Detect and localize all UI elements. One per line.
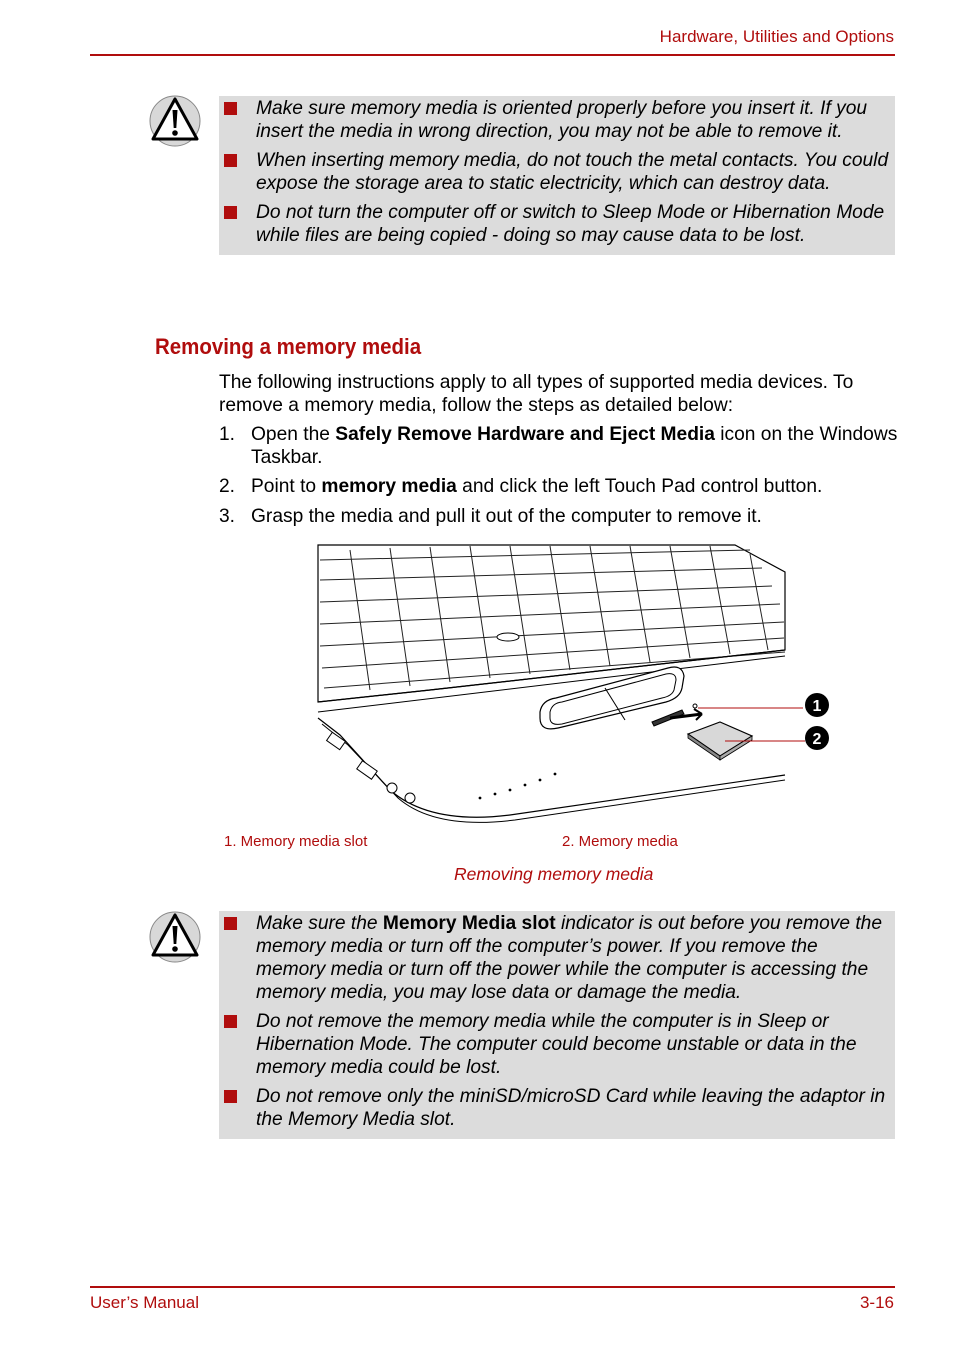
- note-bullet: [219, 97, 891, 143]
- header-rule: [90, 54, 895, 56]
- note-bullet-text: indicator is out before you remove the memory media or turn off the computer’s power. If you remove the memory media or turn off the power while the computer is accessing the memory media, you may lose data or damage the media.: [256, 913, 883, 1003]
- step-number: 2.: [219, 476, 236, 497]
- page-number: 3-16: [859, 1293, 894, 1312]
- red-square-bullet-icon: [224, 1015, 237, 1028]
- running-header: Hardware, Utilities and Options: [659, 27, 894, 46]
- note-bold-text: Memory Media slot: [382, 913, 556, 934]
- section-heading: Removing a memory media: [155, 334, 422, 359]
- keyboard-illustration: [318, 545, 785, 702]
- note-bullet-text: Make sure memory media is oriented properly before you insert it. If you insert the media in wrong direction, you may not be able to remove it.: [256, 98, 868, 142]
- note-bullet-text: Do not remove the memory media while the computer is in Sleep or Hibernation Mode. The computer could become unstable or data in the memory media could be lost.: [256, 1011, 857, 1078]
- step-bold-text: memory media: [321, 476, 457, 497]
- callout-number-1: 1: [812, 698, 822, 715]
- footer-rule: [90, 1286, 895, 1288]
- note-bullet-text: Do not remove only the miniSD/microSD Card while leaving the adaptor in the Memory Media slot.: [256, 1086, 886, 1130]
- laptop-illustration: [310, 540, 840, 825]
- figure-label-1: 1. Memory media slot: [224, 833, 368, 850]
- step-bold-text: Safely Remove Hardware and Eject Media: [335, 424, 715, 445]
- step-number: 3.: [219, 506, 236, 527]
- red-square-bullet-icon: [224, 1090, 237, 1103]
- footer-manual-title: User’s Manual: [90, 1293, 199, 1312]
- step-2: [219, 475, 899, 498]
- red-square-bullet-icon: [224, 917, 237, 930]
- warning-triangle-icon: [149, 95, 201, 147]
- step-number: 1.: [219, 424, 236, 445]
- intro-paragraph: The following instructions apply to all types of supported media devices. To remove a memory media, follow the steps as detailed below:: [219, 372, 854, 416]
- note-bullet: [219, 1085, 891, 1131]
- caution-note-2: [219, 911, 895, 1139]
- step-text: Point to: [251, 476, 322, 497]
- red-square-bullet-icon: [224, 102, 237, 115]
- step-text: Open the: [251, 424, 336, 445]
- note-bullet-text: Do not turn the computer off or switch to Sleep Mode or Hibernation Mode while files are being copied - doing so may cause data to be lost.: [256, 202, 885, 246]
- note-bullet: [219, 149, 891, 195]
- red-square-bullet-icon: [224, 154, 237, 167]
- figure-caption: Removing memory media: [454, 864, 654, 884]
- step-1: [219, 423, 899, 469]
- callout-number-2: 2: [812, 731, 822, 748]
- warning-triangle-icon: [149, 911, 201, 963]
- figure-label-2: 2. Memory media: [562, 833, 678, 850]
- note-bullet-text: Make sure the: [256, 913, 383, 934]
- note-bullet: [219, 912, 891, 1004]
- red-square-bullet-icon: [224, 206, 237, 219]
- note-bullet-text: When inserting memory media, do not touch the metal contacts. You could expose the storage area to static electricity, which can destroy data.: [256, 150, 889, 194]
- caution-note-1: [219, 96, 895, 255]
- step-text: icon on the Windows Taskbar.: [251, 424, 898, 468]
- step-text: Grasp the media and pull it out of the computer to remove it.: [251, 506, 762, 527]
- step-3: [219, 505, 899, 528]
- memory-media-slot-illustration: [652, 704, 702, 726]
- note-bullet: [219, 201, 891, 247]
- note-bullet: [219, 1010, 891, 1079]
- step-text: and click the left Touch Pad control button.: [456, 476, 823, 497]
